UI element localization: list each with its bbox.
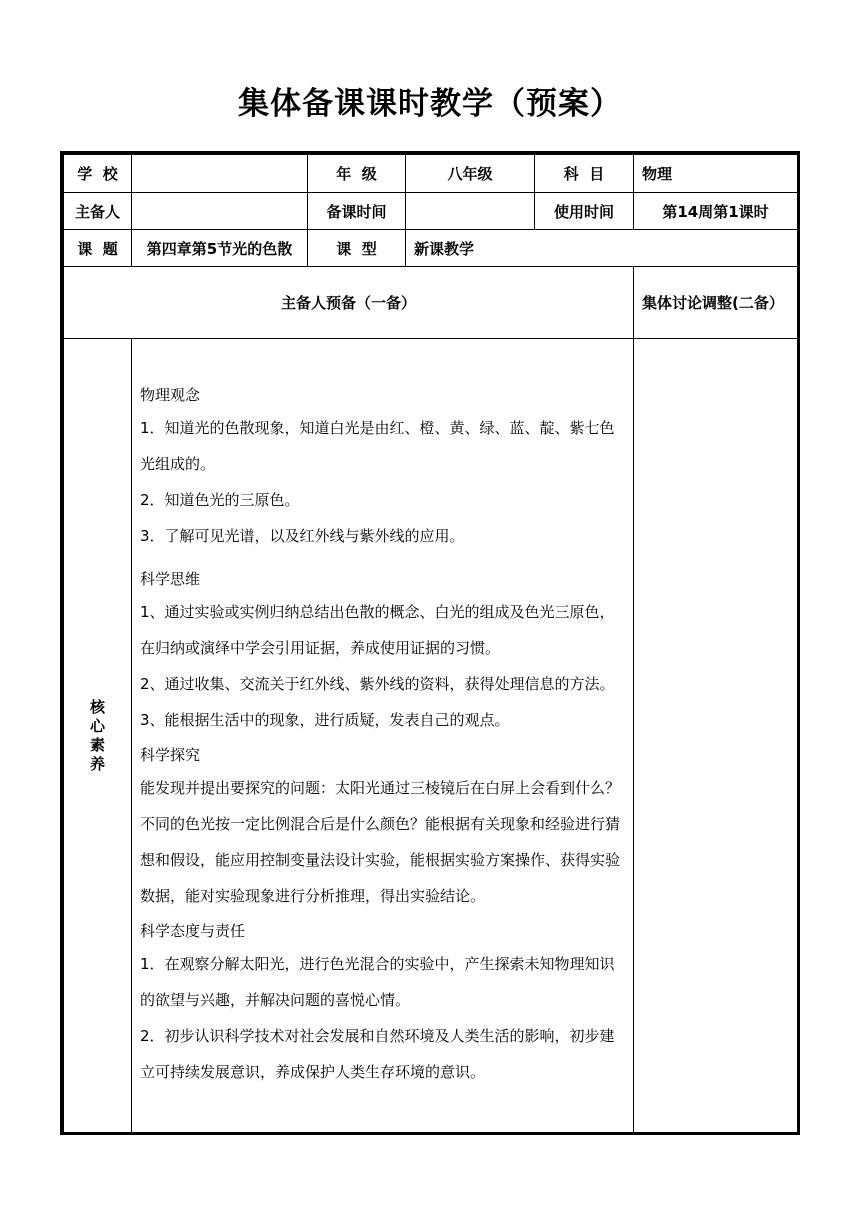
scientific-inquiry-text: 能发现并提出要探究的问题：太阳光通过三棱镜后在白屏上会看到什么？不同的色光按一定比例混合后是什么颜色？能根据有关现象和经验进行猜想和假设，能应用控制变量法设计实验，能根据实验方案操作、获得实验数据，能对实验现象进行分析推理，得出实验结论。 — [140, 778, 621, 905]
scientific-thinking-heading: 科学思维 — [140, 569, 201, 588]
physics-concept-heading: 物理观念 — [140, 385, 201, 404]
info-row-school — [64, 155, 798, 193]
subject-label: 科 目 — [535, 155, 634, 193]
topic-label: 课 题 — [64, 230, 132, 267]
lesson-type-value[interactable]: 新课教学 — [406, 230, 798, 267]
info-row-topic — [64, 230, 798, 267]
preparer-label: 主备人 — [64, 193, 132, 230]
grade-value[interactable]: 八年级 — [406, 155, 535, 193]
core-literacy-char: 核 — [89, 697, 105, 716]
prep-time-label: 备课时间 — [308, 193, 406, 230]
attitude-responsibility-heading: 科学态度与责任 — [140, 921, 246, 940]
core-literacy-content[interactable] — [132, 339, 634, 1133]
topic-value[interactable]: 第四章第5节光的色散 — [132, 230, 308, 267]
core-literacy-label — [64, 339, 132, 1133]
scientific-inquiry-heading: 科学探究 — [140, 745, 201, 764]
core-literacy-row — [64, 339, 798, 1133]
core-literacy-char: 素 — [89, 735, 105, 754]
main-preparation-header: 主备人预备（一备） — [64, 267, 634, 339]
school-value[interactable] — [132, 155, 308, 193]
grade-label: 年 级 — [308, 155, 406, 193]
scientific-thinking-item: 3、能根据生活中的现象，进行质疑，发表自己的观点。 — [140, 710, 510, 729]
header-row — [64, 267, 798, 339]
physics-concept-item: 3．了解可见光谱，以及红外线与紫外线的应用。 — [140, 526, 465, 545]
attitude-responsibility-item: 2．初步认识科学技术对社会发展和自然环境及人类生活的影响，初步建立可持续发展意识，养成保护人类生存环境的意识。 — [140, 1026, 615, 1081]
lesson-plan-table — [63, 154, 798, 1133]
preparer-value[interactable] — [132, 193, 308, 230]
group-discussion-header: 集体讨论调整(二备） — [634, 267, 798, 339]
school-label: 学 校 — [64, 155, 132, 193]
group-discussion-cell[interactable] — [634, 339, 798, 1133]
physics-concept-item: 1．知道光的色散现象，知道白光是由红、橙、黄、绿、蓝、靛、紫七色光组成的。 — [140, 418, 615, 473]
lesson-type-label: 课 型 — [308, 230, 406, 267]
scientific-thinking-item: 1、通过实验或实例归纳总结出色散的概念、白光的组成及色光三原色，在归纳或演绎中学会引用证据，养成使用证据的习惯。 — [140, 602, 615, 657]
page-title: 集体备课课时教学（预案） — [238, 86, 622, 122]
physics-concept-item: 2．知道色光的三原色。 — [140, 490, 300, 509]
core-literacy-char: 养 — [89, 754, 105, 773]
attitude-responsibility-item: 1．在观察分解太阳光，进行色光混合的实验中，产生探索未知物理知识的欲望与兴趣，并解决问题的喜悦心情。 — [140, 954, 615, 1009]
scientific-thinking-item: 2、通过收集、交流关于红外线、紫外线的资料，获得处理信息的方法。 — [140, 674, 615, 693]
info-row-preparer — [64, 193, 798, 230]
core-literacy-char: 心 — [89, 716, 105, 735]
prep-time-value[interactable] — [406, 193, 535, 230]
use-time-value[interactable]: 第14周第1课时 — [634, 193, 798, 230]
subject-value[interactable]: 物理 — [634, 155, 798, 193]
use-time-label: 使用时间 — [535, 193, 634, 230]
